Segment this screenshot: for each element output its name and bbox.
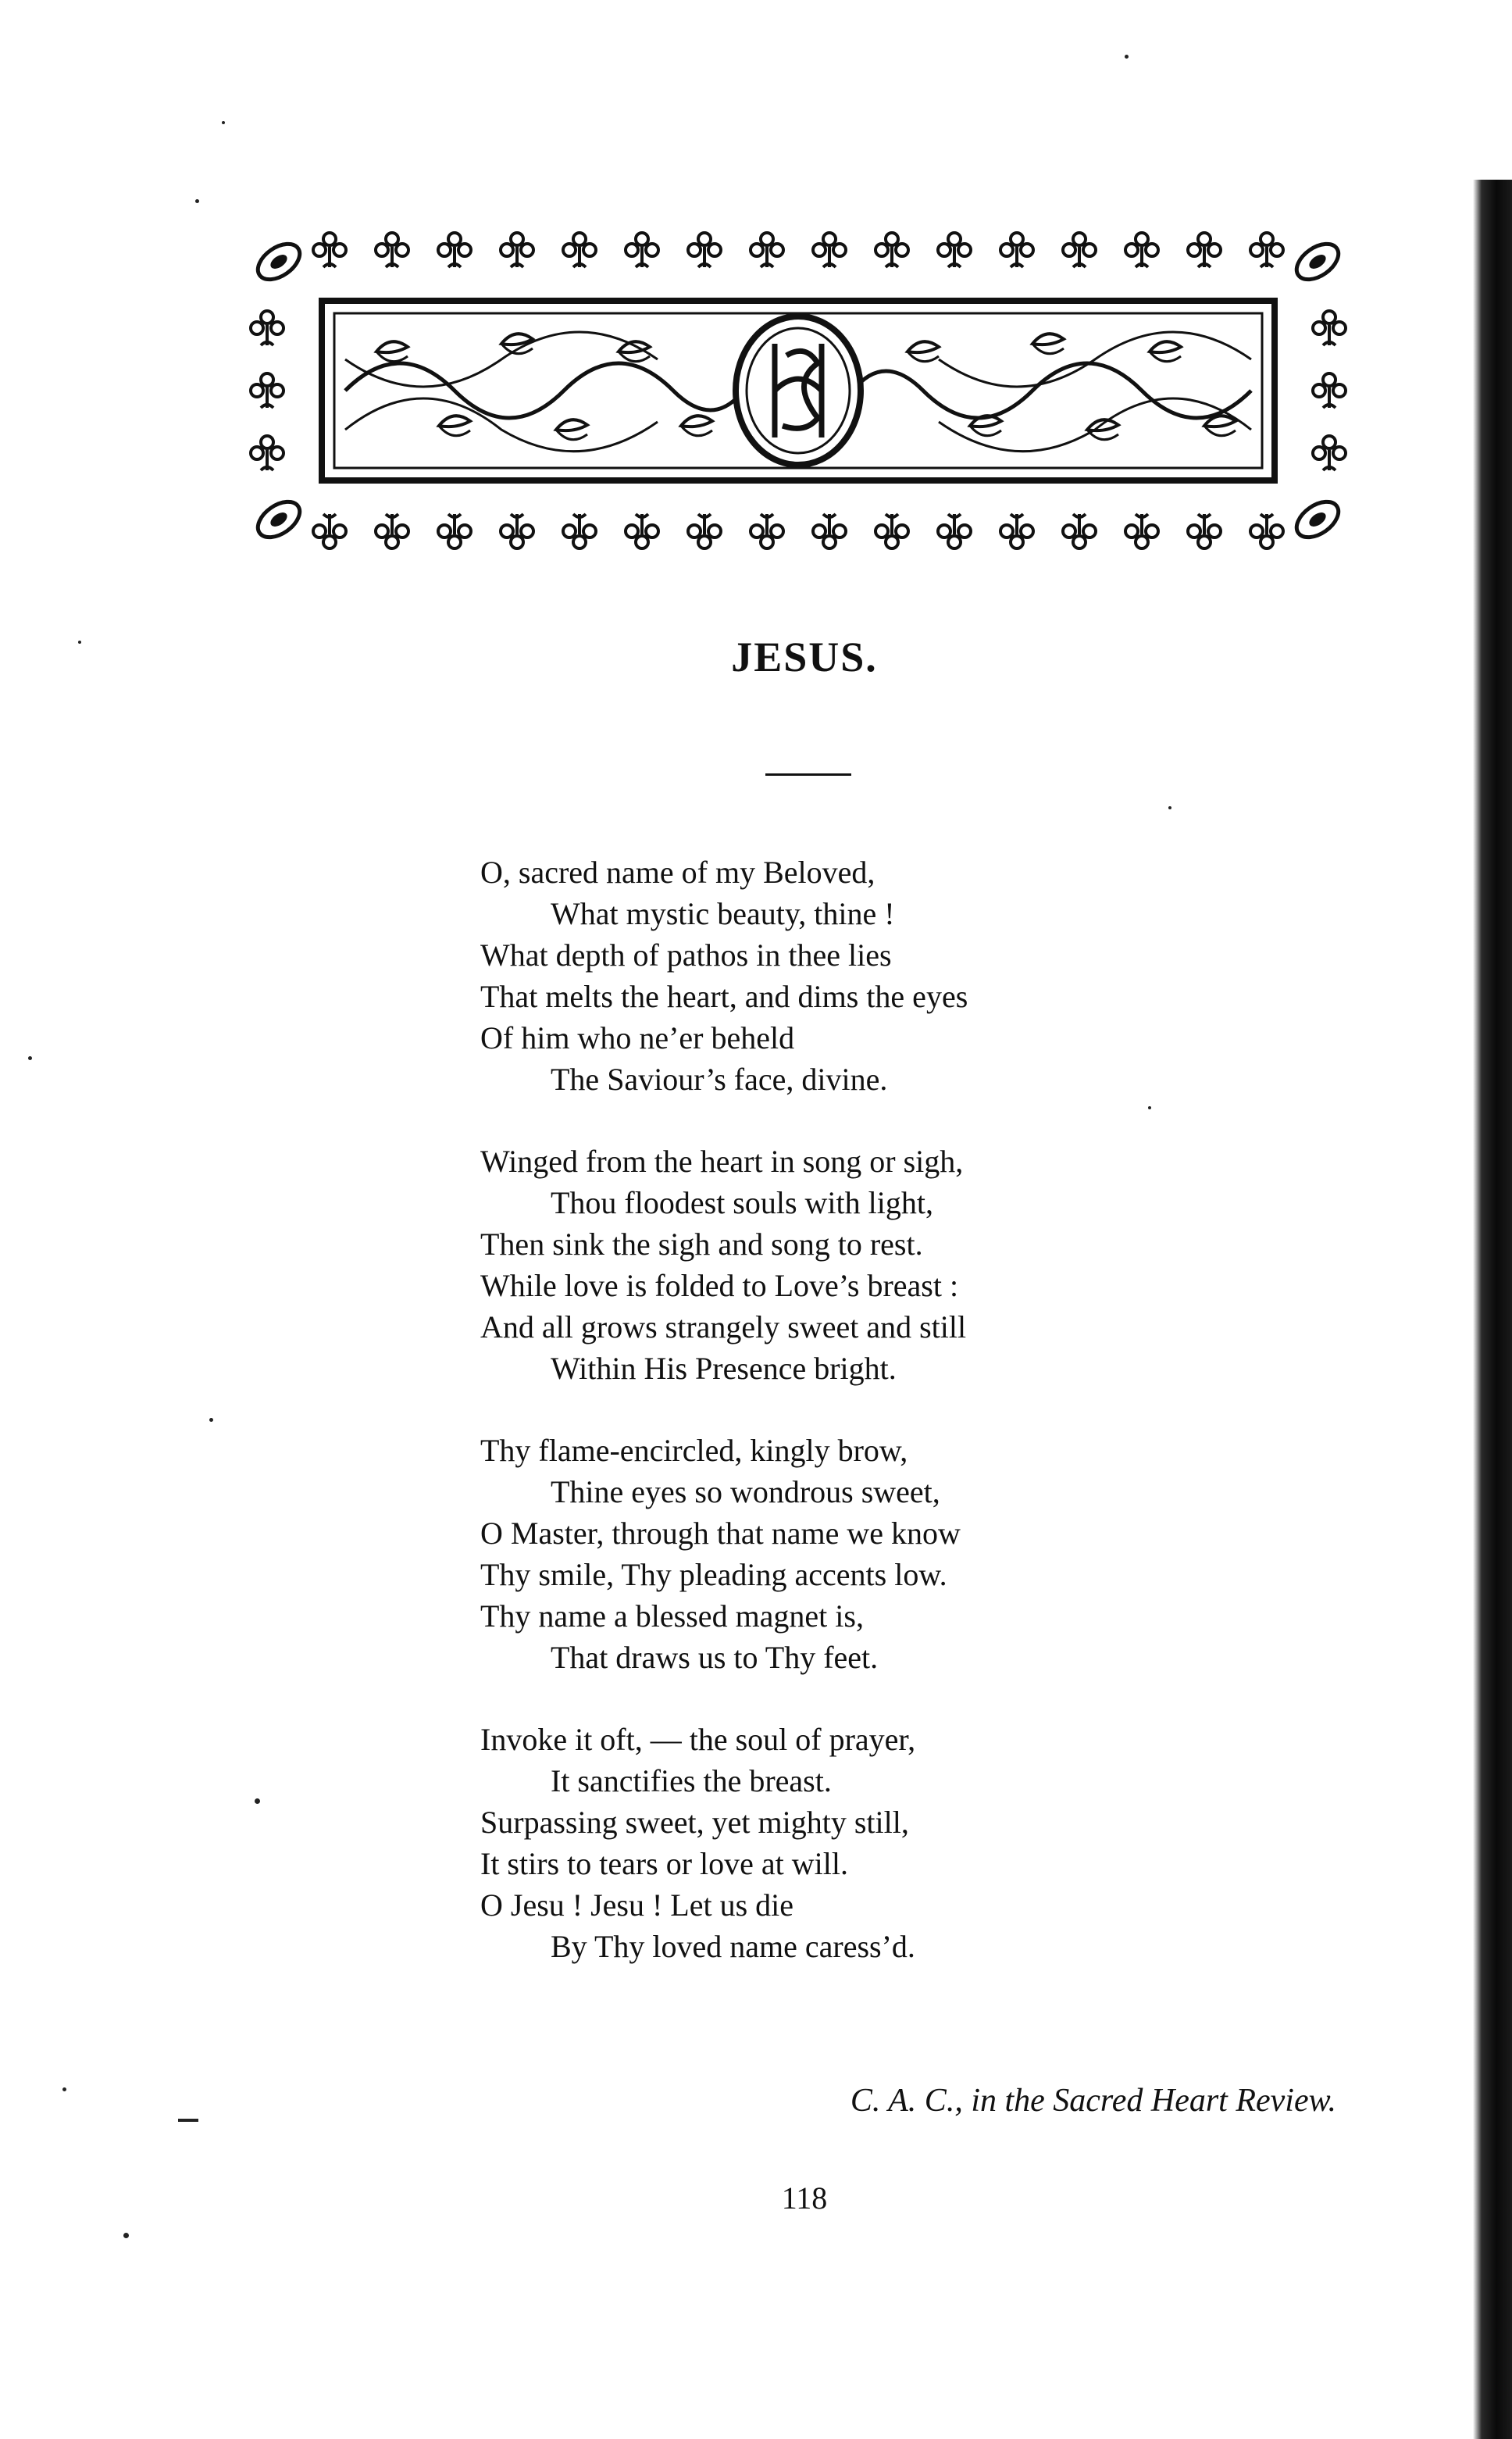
poem-line: Then sink the sigh and song to rest. [480, 1227, 923, 1262]
poem-line: By Thy loved name caress’d. [551, 1929, 915, 1964]
poem-line: While love is folded to Love’s breast : [480, 1268, 959, 1303]
scan-speck [123, 2233, 129, 2238]
stanza [480, 852, 1418, 1100]
stanza [480, 1141, 1418, 1389]
scan-speck [1125, 55, 1129, 59]
scan-speck [255, 1798, 260, 1804]
scan-speck [195, 199, 199, 203]
scan-speck [178, 2119, 198, 2122]
scan-speck [222, 121, 225, 124]
poem-line: What mystic beauty, thine ! [551, 896, 895, 931]
poem-line: The Saviour’s face, divine. [551, 1062, 888, 1097]
page-number: 118 [781, 2180, 828, 2216]
scan-speck [209, 1418, 213, 1422]
poem-line: It sanctifies the breast. [551, 1763, 832, 1798]
poem-line: And all grows strangely sweet and still [480, 1309, 967, 1344]
poem-line: Thine eyes so wondrous sweet, [551, 1474, 940, 1509]
poem-line: Of him who ne’er beheld [480, 1020, 795, 1055]
stanza [480, 1430, 1418, 1678]
poem-line: Thou floodest souls with light, [551, 1185, 933, 1220]
poem-line: What depth of pathos in thee lies [480, 937, 892, 973]
poem-line: O Master, through that name we know [480, 1516, 961, 1551]
poem-line: Surpassing sweet, yet mighty still, [480, 1805, 909, 1840]
poem-line: That melts the heart, and dims the eyes [480, 979, 968, 1014]
scan-speck [62, 2087, 66, 2091]
poem-line: Thy smile, Thy pleading accents low. [480, 1557, 947, 1592]
poem-line: O Jesu ! Jesu ! Let us die [480, 1887, 794, 1923]
poem-line: O, sacred name of my Beloved, [480, 855, 875, 890]
poem-line: Within His Presence bright. [551, 1351, 897, 1386]
title-rule [765, 773, 851, 776]
poem-line: Invoke it oft, — the soul of prayer, [480, 1722, 916, 1757]
scan-speck [1168, 806, 1171, 809]
attribution: C. A. C., in the Sacred Heart Review. [850, 2083, 1336, 2119]
stanza [480, 1719, 1418, 1967]
ornamental-headpiece [244, 227, 1353, 555]
poem-body [480, 852, 1418, 2008]
binding-edge [1473, 180, 1512, 2439]
poem-line: Thy flame-encircled, kingly brow, [480, 1433, 908, 1468]
poem-line: Thy name a blessed magnet is, [480, 1598, 864, 1634]
poem-title: JESUS. [731, 634, 878, 680]
poem-line: That draws us to Thy feet. [551, 1640, 879, 1675]
poem-line: Winged from the heart in song or sigh, [480, 1144, 964, 1179]
poem-line: It stirs to tears or love at will. [480, 1846, 849, 1881]
scan-speck [28, 1056, 32, 1060]
